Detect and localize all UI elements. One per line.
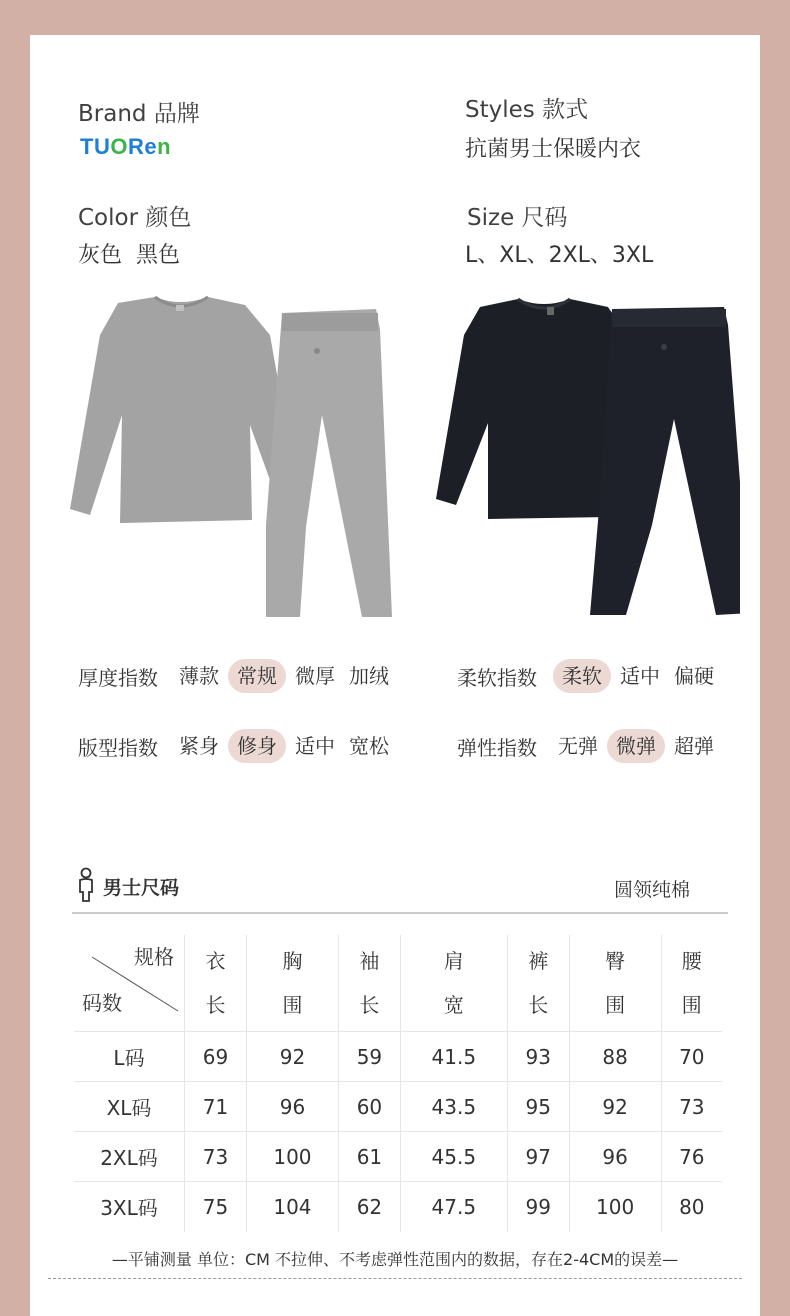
table-cell: 96	[569, 1132, 661, 1182]
thickness-option: 薄款	[179, 664, 219, 688]
table-cell: 93	[507, 1032, 569, 1082]
table-cell: 73	[661, 1082, 722, 1132]
size-value: L、XL、2XL、3XL	[465, 243, 654, 268]
table-cell: 96	[247, 1082, 339, 1132]
styles-value: 抗菌男士保暖内衣	[465, 137, 642, 162]
table-cell: 60	[338, 1082, 400, 1132]
softness-option: 偏硬	[674, 664, 714, 688]
table-row	[74, 1182, 722, 1232]
table-cell: 70	[661, 1032, 722, 1082]
fit-option: 适中	[295, 734, 335, 758]
column-header: 裤 长	[507, 935, 569, 1032]
column-header: 腰 围	[661, 935, 722, 1032]
table-cell: 2XL码	[74, 1132, 185, 1182]
size-section-subtitle: 圆领纯棉	[613, 879, 690, 901]
table-row	[74, 1082, 722, 1132]
table-cell: 104	[247, 1182, 339, 1232]
table-cell: L码	[74, 1032, 185, 1082]
column-header: 肩 宽	[400, 935, 507, 1032]
table-row	[74, 1032, 722, 1082]
table-row	[74, 1132, 722, 1182]
table-cell: 3XL码	[74, 1182, 185, 1232]
grey-shirt-image	[70, 297, 300, 523]
thickness-option: 加绒	[349, 664, 389, 688]
fit-index: 版型指数 紧身 修身 适中 宽松	[78, 729, 398, 763]
corner-code-label: 码数	[82, 991, 122, 1015]
table-cell: 100	[247, 1132, 339, 1182]
fit-option: 宽松	[349, 734, 389, 758]
size-table	[74, 935, 722, 1232]
column-header: 袖 长	[338, 935, 400, 1032]
dashed-divider	[48, 1278, 742, 1279]
table-cell: 95	[507, 1082, 569, 1132]
corner-spec-label: 规格	[134, 945, 174, 969]
table-cell: 47.5	[400, 1182, 507, 1232]
thickness-option-selected: 常规	[228, 659, 286, 693]
table-cell: 59	[338, 1032, 400, 1082]
styles-label: Styles 款式	[465, 97, 589, 123]
table-corner-cell	[74, 935, 185, 1032]
size-section-title: 男士尺码	[103, 877, 180, 899]
color-value: 灰色 黑色	[78, 243, 180, 268]
table-cell: 71	[185, 1082, 247, 1132]
column-header: 臀 围	[569, 935, 661, 1032]
table-cell: 61	[338, 1132, 400, 1182]
black-pants-image	[590, 307, 740, 615]
softness-option-selected: 柔软	[553, 659, 611, 693]
color-label: Color 颜色	[78, 205, 192, 231]
table-cell: 80	[661, 1182, 722, 1232]
table-cell: 76	[661, 1132, 722, 1182]
fit-option-selected: 修身	[228, 729, 286, 763]
table-cell: 43.5	[400, 1082, 507, 1132]
table-cell: 45.5	[400, 1132, 507, 1182]
thickness-option: 微厚	[295, 664, 335, 688]
softness-option: 适中	[620, 664, 660, 688]
elasticity-option: 无弹	[558, 734, 598, 758]
table-cell: XL码	[74, 1082, 185, 1132]
table-cell: 99	[507, 1182, 569, 1232]
table-cell: 88	[569, 1032, 661, 1082]
table-cell: 41.5	[400, 1032, 507, 1082]
table-cell: 92	[569, 1082, 661, 1132]
column-header: 胸 围	[247, 935, 339, 1032]
table-cell: 97	[507, 1132, 569, 1182]
table-cell: 92	[247, 1032, 339, 1082]
product-photo	[60, 295, 740, 655]
size-label: Size 尺码	[467, 205, 568, 231]
fit-option: 紧身	[179, 734, 219, 758]
grey-pants-image	[266, 309, 392, 617]
product-detail-card	[30, 35, 760, 1316]
table-cell: 100	[569, 1182, 661, 1232]
table-cell: 69	[185, 1032, 247, 1082]
softness-index: 柔软指数 柔软 适中 偏硬	[457, 659, 723, 693]
brand-label: Brand 品牌	[78, 101, 200, 127]
section-divider	[72, 912, 728, 914]
table-cell: 73	[185, 1132, 247, 1182]
brand-logo: TUORen	[80, 134, 172, 159]
person-icon	[76, 867, 96, 903]
table-header-row	[74, 935, 722, 1032]
measurement-note: —平铺测量 单位：CM 不拉伸、不考虑弹性范围内的数据，存在2-4CM的误差—	[111, 1250, 679, 1269]
elasticity-option: 超弹	[674, 734, 714, 758]
elasticity-index: 弹性指数 无弹 微弹 超弹	[457, 729, 723, 763]
table-cell: 62	[338, 1182, 400, 1232]
thickness-index: 厚度指数 薄款 常规 微厚 加绒	[78, 659, 398, 693]
column-header: 衣 长	[185, 935, 247, 1032]
elasticity-option-selected: 微弹	[607, 729, 665, 763]
table-cell: 75	[185, 1182, 247, 1232]
